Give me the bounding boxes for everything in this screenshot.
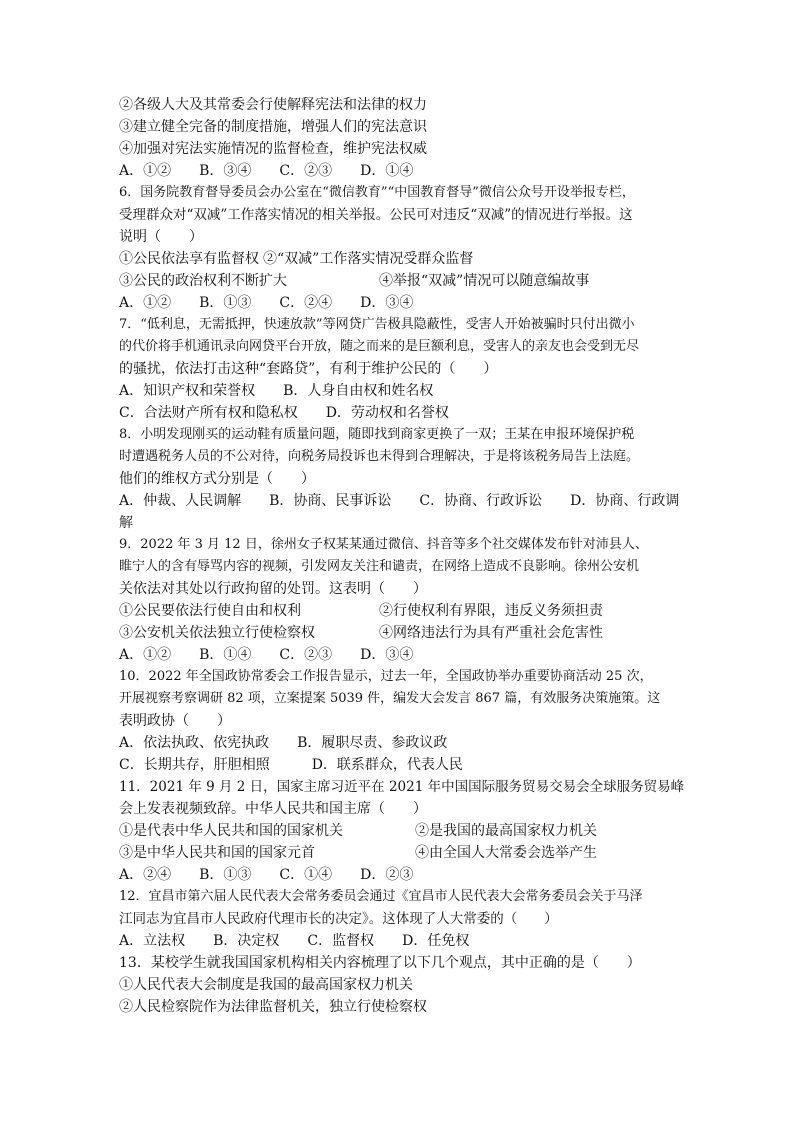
question-content xyxy=(119,94,685,1018)
option-item: ③公民的政治权利不断扩大 xyxy=(119,273,287,289)
question-6-text: 受理群众对“双减”工作落实情况的相关举报。公民可对违反“双减”的情况进行举报。这 xyxy=(119,207,633,223)
question-11-options xyxy=(119,842,685,864)
question-11-text: 会上发表视频致辞。中华人民共和国主席（ ） xyxy=(119,801,427,817)
question-13-text: 13．某校学生就我国国家机构相关内容梳理了以下几个观点，其中正确的是（ ） xyxy=(119,955,641,971)
answer-choices: A．②④ B．①③ C．①④ D．②③ xyxy=(119,867,414,883)
option-item: ②“双减”工作落实情况受群众监督 xyxy=(263,251,474,267)
question-8-text: 时遭遇税务人员的不公对待，向税务局投诉也未得到合理解决，于是将该税务局告上法庭。 xyxy=(119,449,640,464)
answer-choices: A．知识产权和荣誉权 B．人身自由权和姓名权 xyxy=(119,383,434,399)
option-line: ②各级人大及其常委会行使解释宪法和法律的权力 xyxy=(119,97,427,113)
answer-choices: A．①② B．①③ C．②④ D．③④ xyxy=(119,295,414,311)
question-9-text: 睢宁人的含有辱骂内容的视频，引发网友关注和谴责，在网络上造成不良影响。徐州公安机 xyxy=(119,559,640,574)
question-9-text: 9．2022 年 3 月 12 日，徐州女子权某某通过微信、抖音等多个社交媒体发布针对沛县人、 xyxy=(119,537,648,552)
question-7-text: 的代价将手机通讯录向网贷平台开放，随之而来的是巨额利息，受害人的亲友也会受到无尽 xyxy=(119,339,640,354)
question-9-options xyxy=(119,600,685,622)
question-9-options xyxy=(119,622,685,644)
question-12-text: 12．宜昌市第六届人民代表大会常务委员会通过《宜昌市人民代表大会常务委员会关于马泽 xyxy=(119,889,643,904)
option-item: ④举报“双减”情况可以随意编故事 xyxy=(379,273,590,289)
question-9-text: 关依法对其处以行政拘留的处罚。这表明（ ） xyxy=(119,581,427,597)
question-7-text: 的骚扰，依法打击这种“套路贷”，有利于维护公民的（ ） xyxy=(119,361,498,377)
answer-choices: A．立法权 B．决定权 C．监督权 D．任免权 xyxy=(119,933,470,949)
question-10-text: 开展视察考察调研 82 项，立案提案 5039 件，编发大会发言 867 篇，有效服务决策施策。这 xyxy=(119,691,661,706)
answer-choices: 解 xyxy=(119,515,133,531)
answer-choices: A．仲裁、人民调解 B．协商、民事诉讼 C．协商、行政诉讼 D．协商、行政调 xyxy=(119,493,680,509)
question-6-options xyxy=(119,248,685,270)
answer-choices: A．依法执政、依宪执政 B．履职尽责、参政议政 xyxy=(119,735,448,751)
answer-choices: C．合法财产所有权和隐私权 D．劳动权和名誉权 xyxy=(119,405,449,421)
option-item: ④由全国人大常委会选举产生 xyxy=(415,845,597,861)
option-item: ③是中华人民共和国的国家元首 xyxy=(119,845,315,861)
question-6-text: 说明（ ） xyxy=(119,229,203,245)
option-line: ③建立健全完备的制度措施，增强人们的宪法意识 xyxy=(119,119,427,135)
question-8-text: 他们的维权方式分别是（ ） xyxy=(119,471,315,487)
question-6-text: 6．国务院教育督导委员会办公室在“微信教育”“中国教育督导”微信公众号开设举报专栏， xyxy=(119,185,635,200)
option-item: ①公民依法享有监督权 xyxy=(119,251,259,267)
answer-choices: A．①② B．③④ C．②③ D．①④ xyxy=(119,163,414,179)
question-10-text: 10．2022 年全国政协常委会工作报告显示，过去一年，全国政协举办重要协商活动 25 次， xyxy=(119,669,653,684)
question-7-text: 7．“低利息，无需抵押，快速放款”等网贷广告极具隐蔽性，受害人开始被骗时只付出微小 xyxy=(119,317,635,332)
option-item: ③公安机关依法独立行使检察权 xyxy=(119,625,315,641)
question-8-text: 8．小明发现刚买的运动鞋有质量问题，随即找到商家更换了一双；王某在申报环境保护税 xyxy=(119,427,635,442)
option-line: ②人民检察院作为法律监督机关，独立行使检察权 xyxy=(119,999,427,1015)
question-12-text: 江同志为宜昌市人民政府代理市长的决定》。这体现了人大常委的（ ） xyxy=(119,911,558,927)
option-item: ④网络违法行为具有严重社会危害性 xyxy=(379,625,603,641)
option-item: ②行使权利有界限，违反义务须担责 xyxy=(379,603,603,619)
answer-choices: A．①② B．①④ C．②③ D．③④ xyxy=(119,647,414,663)
question-6-options xyxy=(119,270,685,292)
question-11-text: 11．2021 年 9 月 2 日，国家主席习近平在 2021 年中国国际服务贸易交易会全球服务贸易峰 xyxy=(119,779,685,795)
option-line: ④加强对宪法实施情况的监督检查，维护宪法权威 xyxy=(119,141,427,157)
option-item: ①是代表中华人民共和国的国家机关 xyxy=(119,823,343,839)
option-item: ①公民要依法行使自由和权利 xyxy=(119,603,301,619)
answer-choices: C．长期共存，肝胆相照 D．联系群众，代表人民 xyxy=(119,757,463,773)
option-line: ①人民代表大会制度是我国的最高国家权力机关 xyxy=(119,977,413,993)
option-item: ②是我国的最高国家权力机关 xyxy=(415,823,597,839)
question-11-options xyxy=(119,820,685,842)
question-10-text: 表明政协（ ） xyxy=(119,713,231,729)
